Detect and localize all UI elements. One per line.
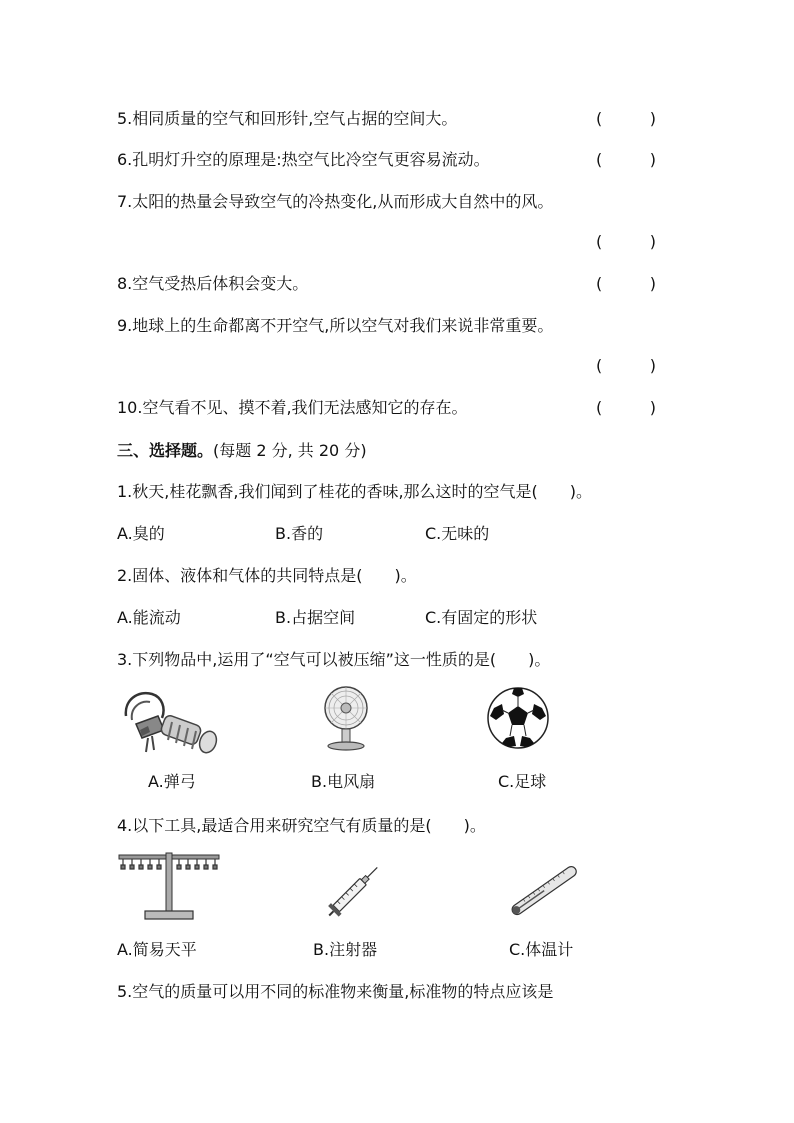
q3-option-b[interactable]: B.电风扇 (311, 772, 376, 791)
question-5-stem: 5.空气的质量可以用不同的标准物来衡量,标准物的特点应该是 (117, 982, 554, 1001)
q4-option-b[interactable]: B.注射器 (313, 940, 378, 959)
answer-blank-10[interactable]: ( ) (596, 398, 656, 417)
electric-fan-icon (320, 686, 372, 752)
question-2-stem: 2.固体、液体和气体的共同特点是( )。 (117, 566, 417, 585)
answer-blank-5[interactable]: ( ) (596, 109, 656, 128)
q4-option-a[interactable]: A.简易天平 (117, 940, 197, 959)
tf-item-6: 6.孔明灯升空的原理是:热空气比冷空气更容易流动。 (117, 150, 490, 169)
q3-option-c[interactable]: C.足球 (498, 772, 547, 791)
tf-item-5: 5.相同质量的空气和回形针,空气占据的空间大。 (117, 109, 458, 128)
q1-option-c[interactable]: C.无味的 (425, 524, 490, 543)
syringe-icon (322, 856, 388, 922)
q2-option-c[interactable]: C.有固定的形状 (425, 608, 538, 627)
q4-option-c[interactable]: C.体温计 (509, 940, 574, 959)
q1-option-a[interactable]: A.臭的 (117, 524, 165, 543)
answer-blank-6[interactable]: ( ) (596, 150, 656, 169)
thermometer-icon (502, 857, 588, 923)
q2-option-b[interactable]: B.占据空间 (275, 608, 356, 627)
section-title (117, 441, 367, 461)
section-score: (每题 2 分, 共 20 分) (213, 441, 367, 460)
question-3-stem: 3.下列物品中,运用了“空气可以被压缩”这一性质的是( )。 (117, 650, 551, 669)
q2-option-a[interactable]: A.能流动 (117, 608, 181, 627)
tf-item-7: 7.太阳的热量会导致空气的冷热变化,从而形成大自然中的风。 (117, 192, 554, 211)
tf-item-10: 10.空气看不见、摸不着,我们无法感知它的存在。 (117, 398, 468, 417)
slingshot-icon (118, 686, 220, 758)
question-1-stem: 1.秋天,桂花飘香,我们闻到了桂花的香味,那么这时的空气是( )。 (117, 482, 593, 501)
soccer-ball-icon (486, 686, 550, 750)
answer-blank-7[interactable]: ( ) (596, 232, 656, 251)
answer-blank-8[interactable]: ( ) (596, 274, 656, 293)
simple-balance-icon (117, 851, 221, 923)
q1-option-b[interactable]: B.香的 (275, 524, 324, 543)
question-4-stem: 4.以下工具,最适合用来研究空气有质量的是( )。 (117, 816, 486, 835)
answer-blank-9[interactable]: ( ) (596, 356, 656, 375)
q3-option-a[interactable]: A.弹弓 (148, 772, 196, 791)
section-heading: 三、选择题。 (117, 441, 214, 460)
tf-item-8: 8.空气受热后体积会变大。 (117, 274, 309, 293)
tf-item-9: 9.地球上的生命都离不开空气,所以空气对我们来说非常重要。 (117, 316, 554, 335)
